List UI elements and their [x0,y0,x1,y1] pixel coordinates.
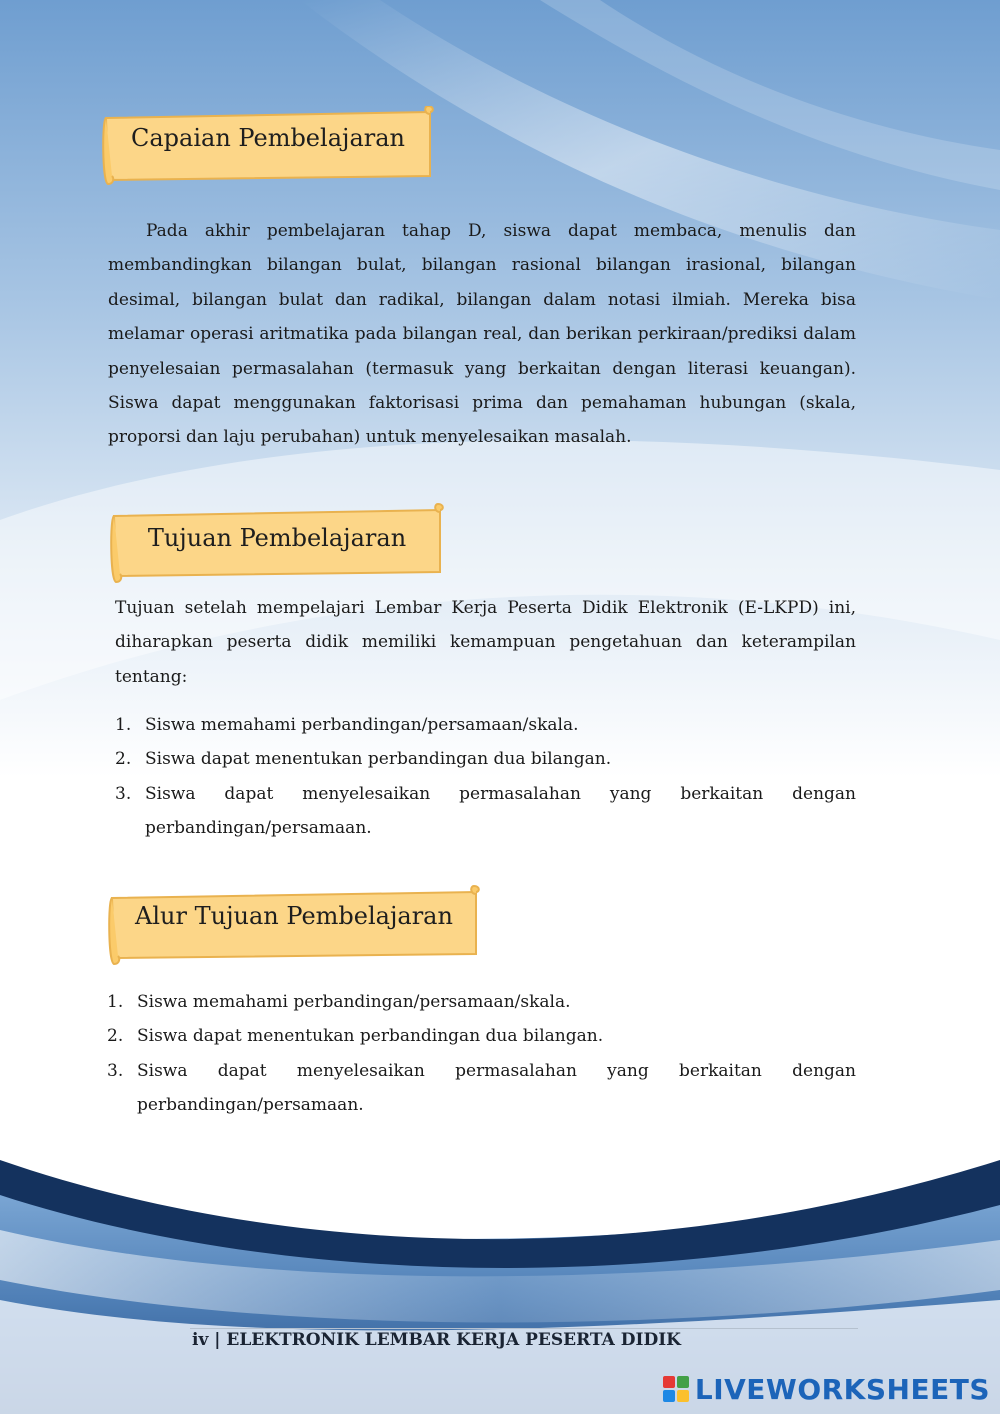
section-title-alur: Alur Tujuan Pembelajaran [135,902,453,930]
capaian-paragraph: Pada akhir pembelajaran tahap D, siswa dapat membaca, menulis dan membandingkan bilangan bulat, bilangan rasional bilangan irasional, bilangan desimal, bilangan bulat dan radikal, bilangan dalam notasi ilmiah. Mereka bisa melamar operasi aritmatika pada bilangan real, dan berikan perkiraan/prediksi dalam penyelesaian permasalahan (termasuk yang berkaitan dengan literasi keuangan). Siswa dapat menggunakan faktorisasi prima dan pemahaman hubungan (skala, proporsi dan laju perubahan) untuk menyelesaikan masalah. [108,221,856,448]
list-item-text: Siswa dapat menyelesaikan permasalahan yang berkaitan dengan perbandingan/persamaan. [137,1060,856,1116]
list-item [107,985,856,1019]
footer-divider [190,1328,858,1329]
list-item-text: Siswa dapat menentukan perbandingan dua bilangan. [145,749,612,770]
banner-capaian [100,106,436,188]
list-item-number: 2. [107,1026,124,1047]
liveworksheets-logo-icon [663,1376,689,1402]
logo-tile [663,1376,675,1388]
tujuan-list [115,708,856,846]
list-item [115,742,856,776]
tujuan-intro: Tujuan setelah mempelajari Lembar Kerja Peserta Didik Elektronik (E-LKPD) ini, diharapkan peserta didik memiliki kemampuan pengetahuan dan keterampilan tentang: [115,598,856,687]
logo-tile [677,1376,689,1388]
list-item-number: 3. [115,783,132,804]
list-item-number: 2. [115,749,132,770]
list-item [115,708,856,742]
list-item-text: Siswa dapat menyelesaikan permasalahan yang berkaitan dengan perbandingan/persamaan. [145,783,856,839]
liveworksheets-watermark[interactable] [663,1372,990,1406]
list-item-text: Siswa memahami perbandingan/persamaan/skala. [137,992,571,1012]
banner-alur [106,884,482,966]
list-item [115,777,856,846]
watermark-text: LIVEWORKSHEETS [694,1372,990,1406]
list-item-number: 1. [107,992,124,1012]
list-item [107,1019,856,1053]
logo-tile [677,1390,689,1402]
list-item-text: Siswa memahami perbandingan/persamaan/skala. [145,715,579,735]
list-item [107,1054,856,1123]
section-title-capaian: Capaian Pembelajaran [131,124,405,152]
banner-tujuan [108,502,446,584]
section-title-tujuan: Tujuan Pembelajaran [147,524,407,552]
alur-list [107,985,856,1123]
logo-tile [663,1390,675,1402]
list-item-number: 1. [115,715,132,735]
list-item-text: Siswa dapat menentukan perbandingan dua bilangan. [137,1026,604,1047]
page-footer: iv | ELEKTRONIK LEMBAR KERJA PESERTA DIDIK [192,1330,681,1350]
list-item-number: 3. [107,1060,124,1081]
